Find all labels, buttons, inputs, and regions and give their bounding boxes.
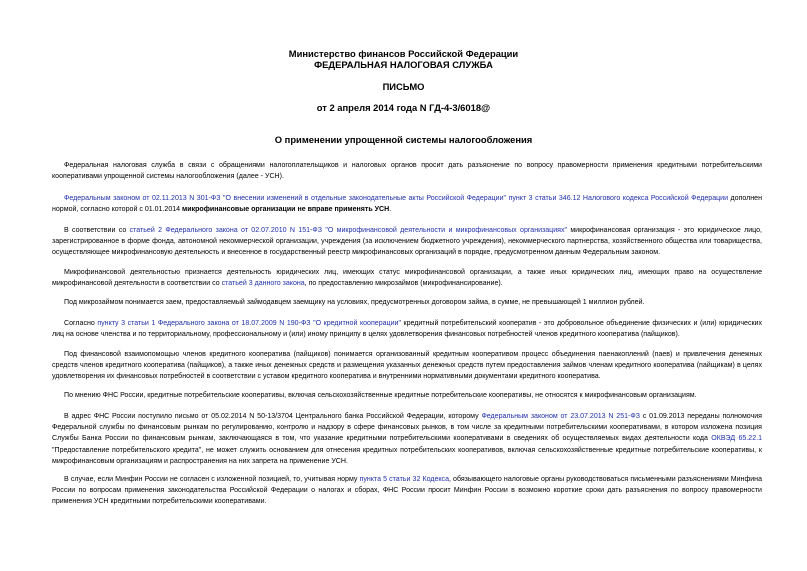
- paragraph-4: [52, 267, 762, 289]
- service-name: ФЕДЕРАЛЬНАЯ НАЛОГОВАЯ СЛУЖБА: [314, 59, 493, 70]
- text-span: В адрес ФНС России поступило письмо от 05.02.2014 N 50-13/3704 Центрального банка Российской Федерации, которому: [64, 413, 482, 420]
- text-span: , обязывающего налоговые органы руководствоваться письменными разъяснениями Минфина России по вопросам применения законодательства Российской Федерации о налогах и сборах, ФНС России просит Минфин России в возможно короткие сроки дать разъяснения по вопросу правомерности применения УСН кредитными потребительскими кооперативами.: [52, 476, 762, 506]
- text-span: кредитный потребительский кооператив - это добровольное объединение физических и (или) юридических лиц на основе членства и по территориальному, профессиональному и (или) иному принципу в целях удовлетворения финансовых потребностей членов кредитного кооператива (пайщиков).: [52, 320, 763, 339]
- article-32-link[interactable]: пункта 5 статьи 32 Кодекса: [359, 476, 449, 483]
- okved-link[interactable]: ОКВЭД 65.22.1: [711, 435, 762, 443]
- text-span: Микрофинансовой деятельностью признается деятельность юридических лиц, имеющих статус микрофинансовой организации, а также иных юридических лиц, имеющих право на осуществление микрофинансовой деятельности в соответствии со: [52, 269, 762, 288]
- paragraph-5: Под микрозаймом понимается заем, предоставляемый займодавцем заемщику на условиях, предусмотренных договором займа, в сумме, не превышающей 1 миллион рублей.: [64, 299, 645, 306]
- paragraph-10: [52, 474, 762, 508]
- law-190-fz-link[interactable]: пункту 3 статьи 1 Федерального закона от 18.07.2009 N 190-ФЗ "О кредитной кооперации": [97, 320, 401, 327]
- paragraph-6: [52, 318, 762, 340]
- text-span: микрофинансовая организация - это юридическое лицо, зарегистрированное в форме фонда, автономной некоммерческой организации, учреждения (за исключением бюджетного учреждения), некоммерческого партнерства, хозяйственного общества или товарищества, осуществляющее микрофинансовую деятельность и внесенное в государственный реестр микрофинансовых организаций в порядке, предусмотренном данным Федеральным законом.: [52, 227, 762, 257]
- text-span: с 01.09.2013 переданы полномочия Федеральной службы по финансовым рынкам по регулированию, контролю и надзору в сфере финансовых рынков, в том числе за кредитными потребительскими кооперативами, в котором изложена позиция Службы Банка России по финансовым рынкам, заключающаяся в том, что указание кредитными потребительскими кооперативами в сведениях об осуществляемых видах деятельности кода: [52, 413, 762, 443]
- paragraph-7: Под финансовой взаимопомощью членов кредитного кооператива (пайщиков) понимается организованный кредитным кооперативом процесс объединения паенакоплений (паев) и привлечения денежных средств членов кредитного кооператива (пайщиков), а также иных денежных средств и размещения указанных денежных средств путем предоставления займов членам кредитного кооператива (пайщикам) в целях удовлетворения их финансовых потребностей в соответствии с уставом кредитного кооператива и внутренними нормативными документами кредитного кооператива.: [52, 351, 762, 381]
- document-type: ПИСЬМО: [382, 81, 425, 92]
- text-span: В соответствии со: [64, 227, 130, 234]
- document-reference: от 2 апреля 2014 года N ГД-4-3/6018@: [316, 102, 491, 113]
- paragraph-8: По мнению ФНС России, кредитные потребительские кооперативы, включая сельскохозяйственные кредитные потребительские кооперативы, не относятся к микрофинансовым организациям.: [64, 392, 697, 399]
- text-span: дополнен нормой, согласно которой с 01.01.2014: [52, 195, 762, 214]
- article-3-link[interactable]: статьей 3 данного закона: [221, 280, 305, 288]
- tax-code-346-12-link[interactable]: пункт 3 статьи 346.12 Налогового кодекса Российской Федерации: [508, 195, 729, 202]
- text-span: .: [389, 206, 392, 214]
- law-151-fz-link[interactable]: статьей 2 Федерального закона от 02.07.2010 N 151-ФЗ "О микрофинансовой деятельности и микрофинансовых организациях": [129, 227, 567, 234]
- paragraph-9: [52, 411, 762, 467]
- ministry-name: Министерство финансов Российской Федерации: [288, 48, 519, 59]
- text-span: , по предоставлению микрозаймов (микрофинансирование).: [304, 280, 503, 288]
- text-span: "Предоставление потребительского кредита", не может служить основанием для отнесения кредитных потребительских кооперативов, включая сельскохозяйственные кредитные потребительские кооперативы, к микрофинансовым организациям и распространения на них запрета на применение УСН.: [52, 446, 762, 465]
- emphasis-text: микрофинансовые организации не вправе применять УСН: [182, 206, 390, 214]
- paragraph-1: Федеральная налоговая служба в связи с обращениями налогоплательщиков и налоговых органов просит дать разъяснение по вопросу правомерности применения кредитными потребительскими кооперативами упрощенной системы налогообложения (далее - УСН).: [52, 162, 762, 181]
- paragraph-2: [52, 193, 762, 215]
- paragraph-3: [52, 225, 762, 259]
- text-span: В случае, если Минфин России не согласен с изложенной позицией, то, учитывая норму: [64, 476, 360, 483]
- law-251-fz-link[interactable]: Федеральным законом от 23.07.2013 N 251-ФЗ: [481, 413, 641, 420]
- text-span: Согласно: [64, 320, 98, 327]
- law-301-fz-link[interactable]: Федеральным законом от 02.11.2013 N 301-ФЗ "О внесении изменений в отдельные законодательные акты Российской Федерации": [64, 195, 507, 202]
- document-title: О применении упрощенной системы налогообложения: [274, 134, 533, 145]
